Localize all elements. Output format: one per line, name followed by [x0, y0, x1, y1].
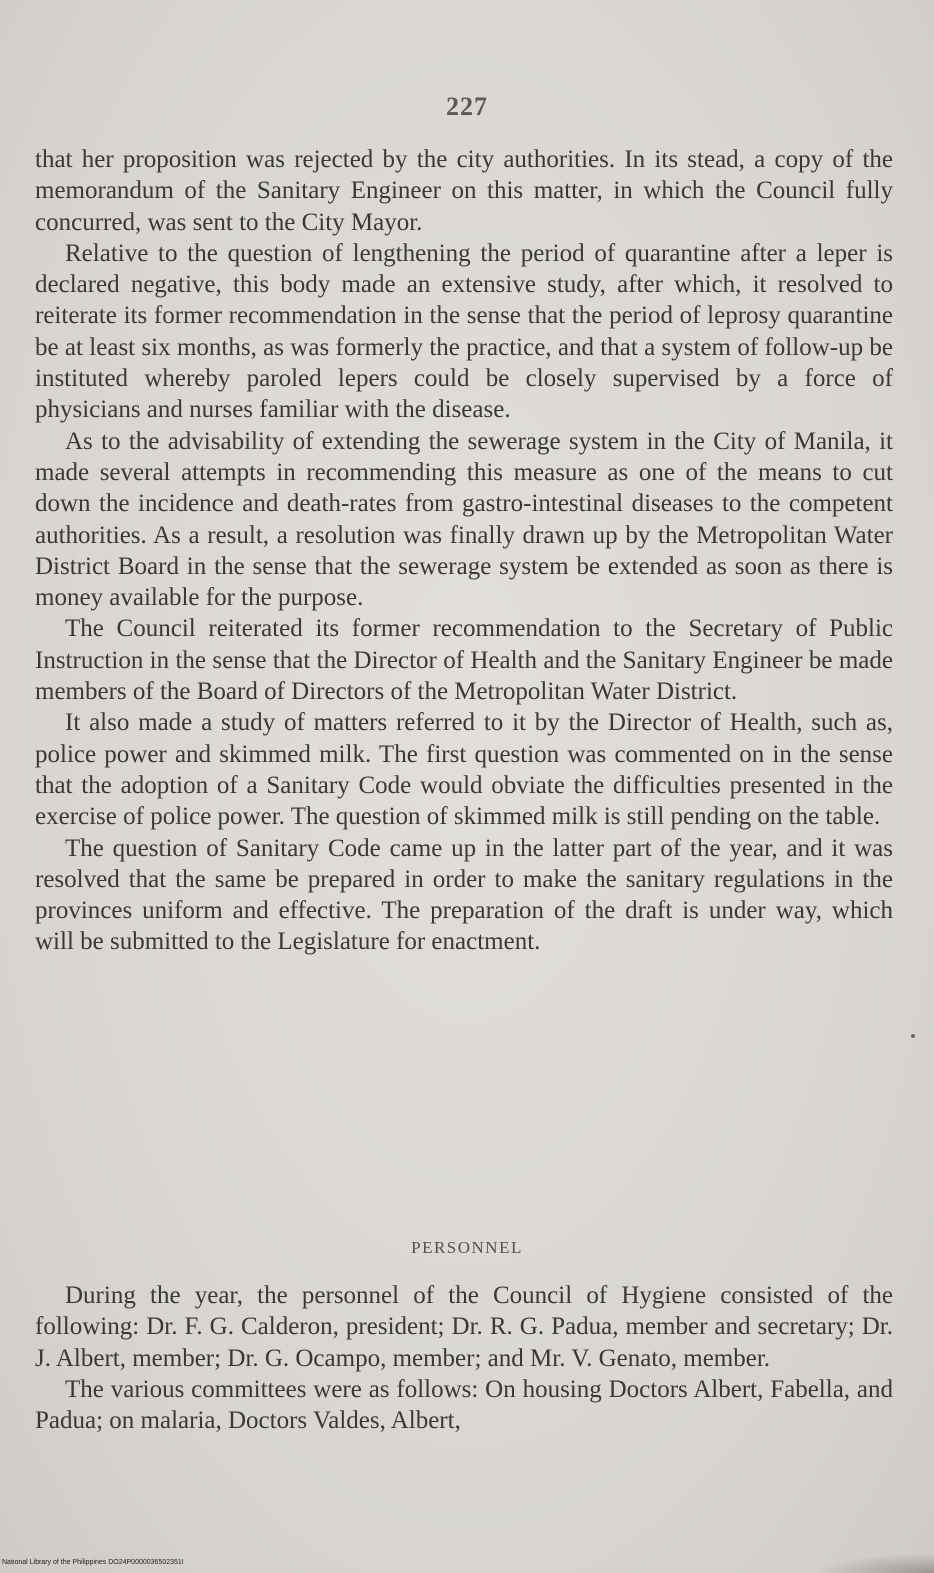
personnel-text-block [35, 1280, 893, 1436]
paragraph-sewerage-system: As to the advisability of extending the sewerage system in the City of Manila, it made several attempts in recommending this measure as one of the means to cut down the incidence and death-rates from gastro-intestinal diseases to the competent authorities. As a result, a resolution was finally drawn up by the Metropolitan Water District Board in the sense that the sewerage system be extended as soon as there is money available for the purpose. [35, 427, 893, 612]
section-heading-personnel: PERSONNEL [411, 1238, 523, 1257]
scan-corner-shadow [814, 1553, 934, 1573]
paragraph-sanitary-code: The question of Sanitary Code came up in the latter part of the year, and it was resolved that the same be prepared in order to make the sanitary regulations in the provinces uniform and effective. The preparation of the draft is under way, which will be submitted to the Legislature for enactment. [35, 834, 893, 956]
main-text-block [35, 144, 893, 958]
paragraph-leprosy-quarantine: Relative to the question of lengthening the period of quarantine after a leper is declared negative, this body made an extensive study, after which, it resolved to reiterate its former recommendation in the sense that the period of leprosy quarantine be at least six months, as was formerly the practice, and that a system of follow-up be instituted whereby paroled lepers could be closely supervised by a force of physicians and nurses familiar with the disease. [35, 239, 893, 424]
paragraph-water-district-board: The Council reiterated its former recommendation to the Secretary of Public Instruction in the sense that the Director of Health and the Sanitary Engineer be made members of the Board of Directors of the Metropolitan Water District. [35, 615, 893, 706]
scan-speck [911, 1034, 915, 1038]
paragraph-personnel-list: During the year, the personnel of the Council of Hygiene consisted of the following: Dr. F. G. Calderon, president; Dr. R. G. Padua, member and secretary; Dr. J. Albert, member; Dr. G. Ocampo, member; and Mr. V. Genato, member. [35, 1282, 893, 1372]
paragraph-police-power-milk: It also made a study of matters referred to it by the Director of Health, such as, police power and skimmed milk. The first question was commented on in the sense that the adoption of a Sanitary Code would obviate the difficulties presented in the exercise of police power. The question of skimmed milk is still pending on the table. [35, 709, 893, 831]
paragraph-continued: that her proposition was rejected by the city authorities. In its stead, a copy of the memorandum of the Sanitary Engineer on this matter, in which the Council fully concurred, was sent to the City Mayor. [35, 146, 893, 236]
paragraph-committees: The various committees were as follows: On housing Doctors Albert, Fabella, and Padua; on malaria, Doctors Valdes, Albert, [35, 1375, 893, 1435]
page-number: 227 [446, 92, 488, 121]
footer-credit: National Library of the Philippines DO24P0000036502351I [2, 1559, 184, 1566]
